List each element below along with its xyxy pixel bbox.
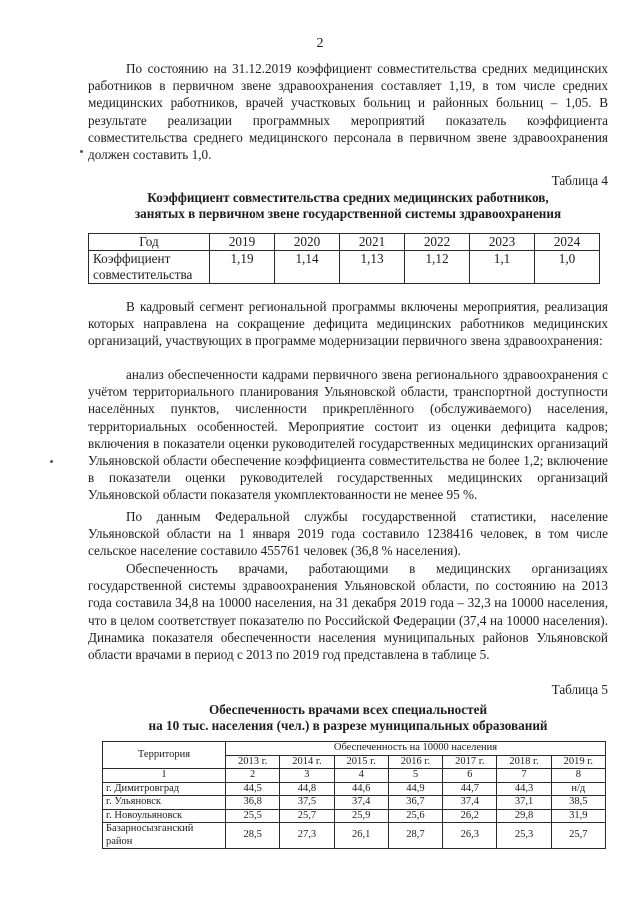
table4-value: 1,13	[340, 251, 405, 284]
table4-value-row	[89, 251, 600, 284]
table4-year: 2022	[405, 234, 470, 251]
table-cell: 25,3	[497, 823, 551, 849]
table-cell: 28,7	[388, 823, 442, 849]
table5-label: Таблица 5	[551, 682, 608, 697]
table4-title-line2: занятых в первичном звене государственной системы здравоохранения	[134, 206, 562, 221]
table4-value: 1,0	[535, 251, 600, 284]
table4-value: 1,19	[210, 251, 275, 284]
table5-col-number: 8	[551, 769, 605, 783]
scan-dot	[50, 460, 53, 463]
table4-year: 2024	[535, 234, 600, 251]
table5-year: 2017 г.	[443, 755, 497, 769]
table-cell: 44,7	[443, 782, 497, 796]
table-cell: 31,9	[551, 809, 605, 823]
paragraph-program: В кадровый сегмент региональной программы включены мероприятия, реализация которых направлена на сокращение дефицита медицинских работников медицинских организаций, участвующих в программе модернизации первичного звена здравоохранения:	[88, 299, 608, 349]
table-cell: 44,6	[334, 782, 388, 796]
table-cell: 26,3	[443, 823, 497, 849]
table-row	[103, 782, 606, 796]
table-cell: 37,4	[443, 796, 497, 810]
table4-title-line1: Коэффициент совместительства средних медицинских работников,	[147, 190, 549, 205]
table-cell: 25,7	[551, 823, 605, 849]
table5-group-header: Обеспеченность на 10000 населения	[226, 742, 606, 756]
table4-year: 2019	[210, 234, 275, 251]
table5-col-number: 1	[103, 769, 226, 783]
table-cell: 26,1	[334, 823, 388, 849]
table-row	[103, 796, 606, 810]
paragraph-population: По данным Федеральной службы государственной статистики, население Ульяновской области на 1 января 2019 года составило 1238416 человек, в том числе сельское население составило 455761 человек (36,8 % населения).	[88, 509, 608, 559]
paragraph-analysis: анализ обеспеченности кадрами первичного звена регионального здравоохранения с учётом территориального планирования Ульяновской области, транспортной доступности населённых пунктов, численности прикреплённого (обслуживаемого) населения, территориальных особенностей. Мероприятие состоит из оценки дефицита кадров; включения в показатели оценки руководителей государственных медицинских организаций Ульяновской области обеспечение коэффициента совместительства не более 1,2; включение в показатели оценки руководителей государственных медицинских организаций Ульяновской области показателя укомплектованности не менее 95 %.	[88, 367, 608, 503]
territory-name: г. Димитровград	[103, 782, 226, 796]
table5-title-line2: на 10 тыс. населения (чел.) в разрезе муниципальных образований	[148, 718, 548, 733]
table-row	[103, 823, 606, 849]
table4-value: 1,1	[470, 251, 535, 284]
table5-year: 2018 г.	[497, 755, 551, 769]
table5-year: 2016 г.	[388, 755, 442, 769]
table-cell: 25,9	[334, 809, 388, 823]
table5-column-numbers-row	[103, 769, 606, 783]
table-row	[103, 809, 606, 823]
page-number: 2	[316, 36, 324, 51]
table4-header-row	[89, 234, 600, 251]
table5-col-number: 2	[226, 769, 280, 783]
table-cell: 26,2	[443, 809, 497, 823]
table4-year: 2020	[275, 234, 340, 251]
territory-name: Базарносызганский район	[103, 823, 226, 849]
table-cell: 44,8	[280, 782, 334, 796]
table-cell: 44,9	[388, 782, 442, 796]
territory-name: г. Ульяновск	[103, 796, 226, 810]
table4-label: Таблица 4	[551, 173, 608, 188]
table5-col-number: 6	[443, 769, 497, 783]
table-cell: 37,1	[497, 796, 551, 810]
table4-value: 1,14	[275, 251, 340, 284]
table-cell: 25,6	[388, 809, 442, 823]
table4-year: 2023	[470, 234, 535, 251]
table4-year: 2021	[340, 234, 405, 251]
table-cell: 25,5	[226, 809, 280, 823]
table5-year: 2013 г.	[226, 755, 280, 769]
table5-year: 2019 г.	[551, 755, 605, 769]
table-cell: 37,5	[280, 796, 334, 810]
table5	[102, 741, 606, 849]
table-cell: 36,8	[226, 796, 280, 810]
table5-col-number: 5	[388, 769, 442, 783]
territory-name: г. Новоульяновск	[103, 809, 226, 823]
table4-value: 1,12	[405, 251, 470, 284]
table-cell: 37,4	[334, 796, 388, 810]
table5-col-number: 4	[334, 769, 388, 783]
table5-year: 2014 г.	[280, 755, 334, 769]
table4-row-label: Коэффициент совместительства	[89, 251, 210, 284]
table-cell: 44,5	[226, 782, 280, 796]
table5-col-number: 7	[497, 769, 551, 783]
table4	[88, 233, 600, 284]
table-cell: 25,7	[280, 809, 334, 823]
table-cell: 28,5	[226, 823, 280, 849]
paragraph-doctors: Обеспеченность врачами, работающими в медицинских организациях государственной системы здравоохранения Ульяновской области, по состоянию на 2013 года составила 34,8 на 10000 населения, на 31 декабря 2019 года – 32,3 на 10000 населения, что в целом соответствует показателю по Российской Федерации (37,4 на 10000 населения). Динамика показателя обеспеченности населения муниципальных районов Ульяновской области врачами в период с 2013 по 2019 год представлена в таблице 5.	[88, 561, 608, 663]
table5-year: 2015 г.	[334, 755, 388, 769]
table-cell: 29,8	[497, 809, 551, 823]
table5-title-line1: Обеспеченность врачами всех специальностей	[208, 702, 488, 717]
table-cell: 44,3	[497, 782, 551, 796]
scan-dot	[80, 150, 83, 153]
table5-col-number: 3	[280, 769, 334, 783]
table-cell: 36,7	[388, 796, 442, 810]
table5-header-row	[103, 742, 606, 756]
intro-paragraph: По состоянию на 31.12.2019 коэффициент совместительства средних медицинских работников в первичном звене здравоохранения составляет 1,19, в том числе средних медицинских работников, врачей участковых больниц и районных больниц – 1,05. В результате реализации программных мероприятий показатель коэффициента совместительства среднего медицинского персонала в первичном звене здравоохранения должен составить 1,0.	[88, 61, 608, 163]
table4-header-label: Год	[89, 234, 210, 251]
table-cell: 27,3	[280, 823, 334, 849]
table5-territory-header: Территория	[103, 742, 226, 769]
table-cell: 38,5	[551, 796, 605, 810]
table-cell: н/д	[551, 782, 605, 796]
